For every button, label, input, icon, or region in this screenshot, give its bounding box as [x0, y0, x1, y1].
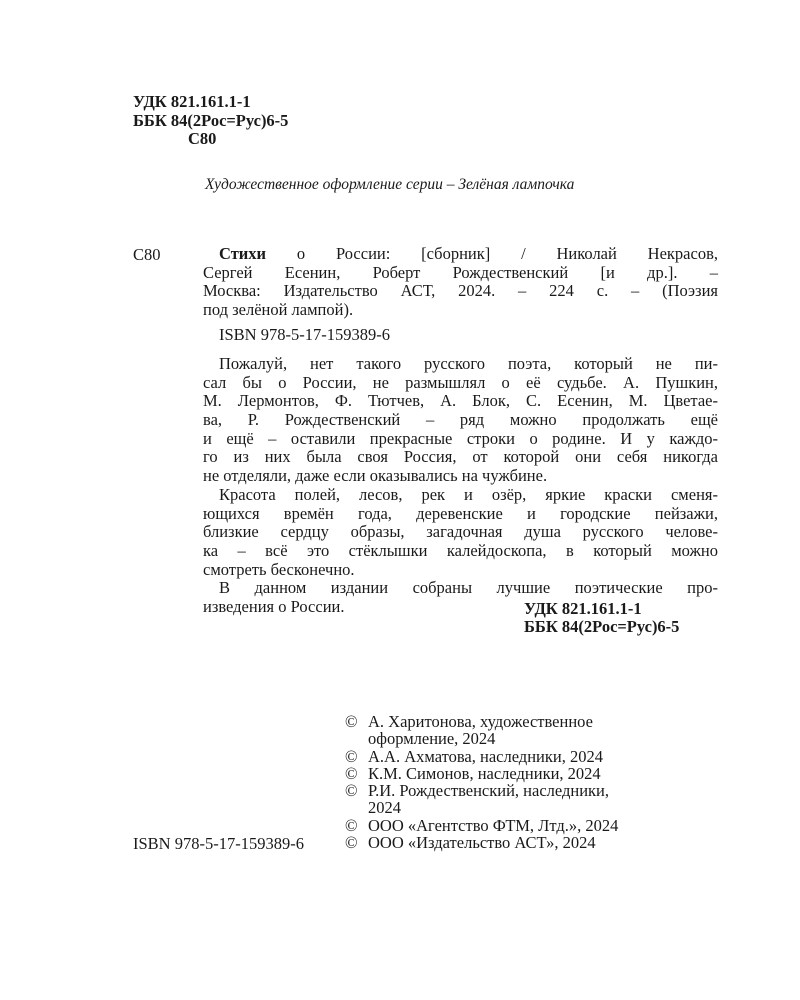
udk-code: УДК 821.161.1-1 [524, 599, 642, 618]
copyright-line [345, 799, 618, 816]
copyright-icon: © [345, 712, 358, 731]
copyright-text: 2024 [368, 798, 401, 818]
bbk-code: ББК 84(2Рос=Рус)6-5 [524, 616, 680, 636]
annotation-line: Красота полей, лесов, рек и озёр, яркие краски сменя- [219, 484, 718, 504]
copyright-text: ООО «Агентство ФТМ, Лтд.», 2024 [368, 815, 619, 835]
catalog-isbn: ISBN 978-5-17-159389-6 [219, 324, 390, 344]
copyright-icon: © [345, 815, 358, 835]
copyright-text: Р.И. Рождественский, наследники, [368, 781, 610, 801]
series-design-credit: Художественное оформление серии – Зелёная лампочка [205, 176, 575, 193]
description-line: Москва: Издательство АСТ, 2024. – 224 с. – (Поэзия [203, 281, 718, 301]
copyright-text: А. Харитонова, художественное [368, 712, 593, 731]
copyright-line [345, 817, 618, 834]
copyright-icon: © [345, 746, 358, 766]
author-mark: С80 [188, 129, 217, 148]
copyright-line [345, 748, 618, 765]
classification-header [133, 93, 288, 149]
copyright-text: К.М. Симонов, наследники, 2024 [368, 763, 601, 783]
annotation-line: Пожалуй, нет такого русского поэта, который не пи- [219, 354, 718, 373]
copyright-line [345, 782, 618, 799]
bbk-code: ББК 84(2Рос=Рус)6-5 [133, 110, 289, 130]
annotation-line: близкие сердцу образы, загадочная душа русского челове- [203, 522, 718, 542]
annotation-line: М. Лермонтов, Ф. Тютчев, А. Блок, С. Есенин, М. Цветае- [203, 391, 718, 411]
copyright-icon: © [345, 833, 358, 853]
copyright-line [345, 765, 618, 782]
copyright-text: А.А. Ахматова, наследники, 2024 [368, 746, 603, 766]
annotation-line: В данном издании собраны лучшие поэтические про- [219, 578, 718, 598]
catalog-code: С80 [133, 245, 161, 264]
book-title: Стихи [219, 244, 267, 263]
annotation-line: го из них была своя Россия, от которой они себя никогда [203, 447, 718, 467]
udk-code: УДК 821.161.1-1 [133, 92, 251, 111]
copyright-line [345, 713, 618, 730]
annotation-line: изведения о России. [203, 596, 345, 616]
annotation-line: не отделяли, даже если оказывались на чужбине. [203, 466, 548, 486]
annotation-classification [524, 600, 679, 635]
copyright-text: ООО «Издательство АСТ», 2024 [368, 833, 596, 853]
footer-isbn: ISBN 978-5-17-159389-6 [133, 834, 304, 853]
copyright-text: оформление, 2024 [368, 729, 496, 749]
copyright-list [345, 713, 618, 851]
description-line [203, 245, 718, 264]
description-line: под зелёной лампой). [203, 300, 354, 320]
description-line: Сергей Есенин, Роберт Рождественский [и др.]. – [203, 262, 718, 282]
annotation-line: и ещё – оставили прекрасные строки о родине. И у каждо- [203, 428, 718, 448]
annotation-line: сал бы о России, не размышлял о её судьбе. А. Пушкин, [203, 372, 718, 392]
copyright-icon: © [345, 763, 358, 783]
annotation-line: ва, Р. Рождественский – ряд можно продолжать ещё [203, 410, 718, 430]
annotation-line: ющихся времён года, деревенские и городские пейзажи, [203, 503, 718, 523]
annotation [203, 355, 718, 617]
annotation-line: смотреть бесконечно. [203, 559, 355, 579]
copyright-icon: © [345, 781, 358, 801]
annotation-line: ка – всё это стёклышки калейдоскопа, в который можно [203, 540, 718, 560]
copyright-line [345, 834, 618, 851]
description-text: о России: [сборник] / Николай Некрасов, [266, 244, 718, 263]
catalog-description [203, 245, 718, 344]
copyright-line [345, 730, 618, 747]
